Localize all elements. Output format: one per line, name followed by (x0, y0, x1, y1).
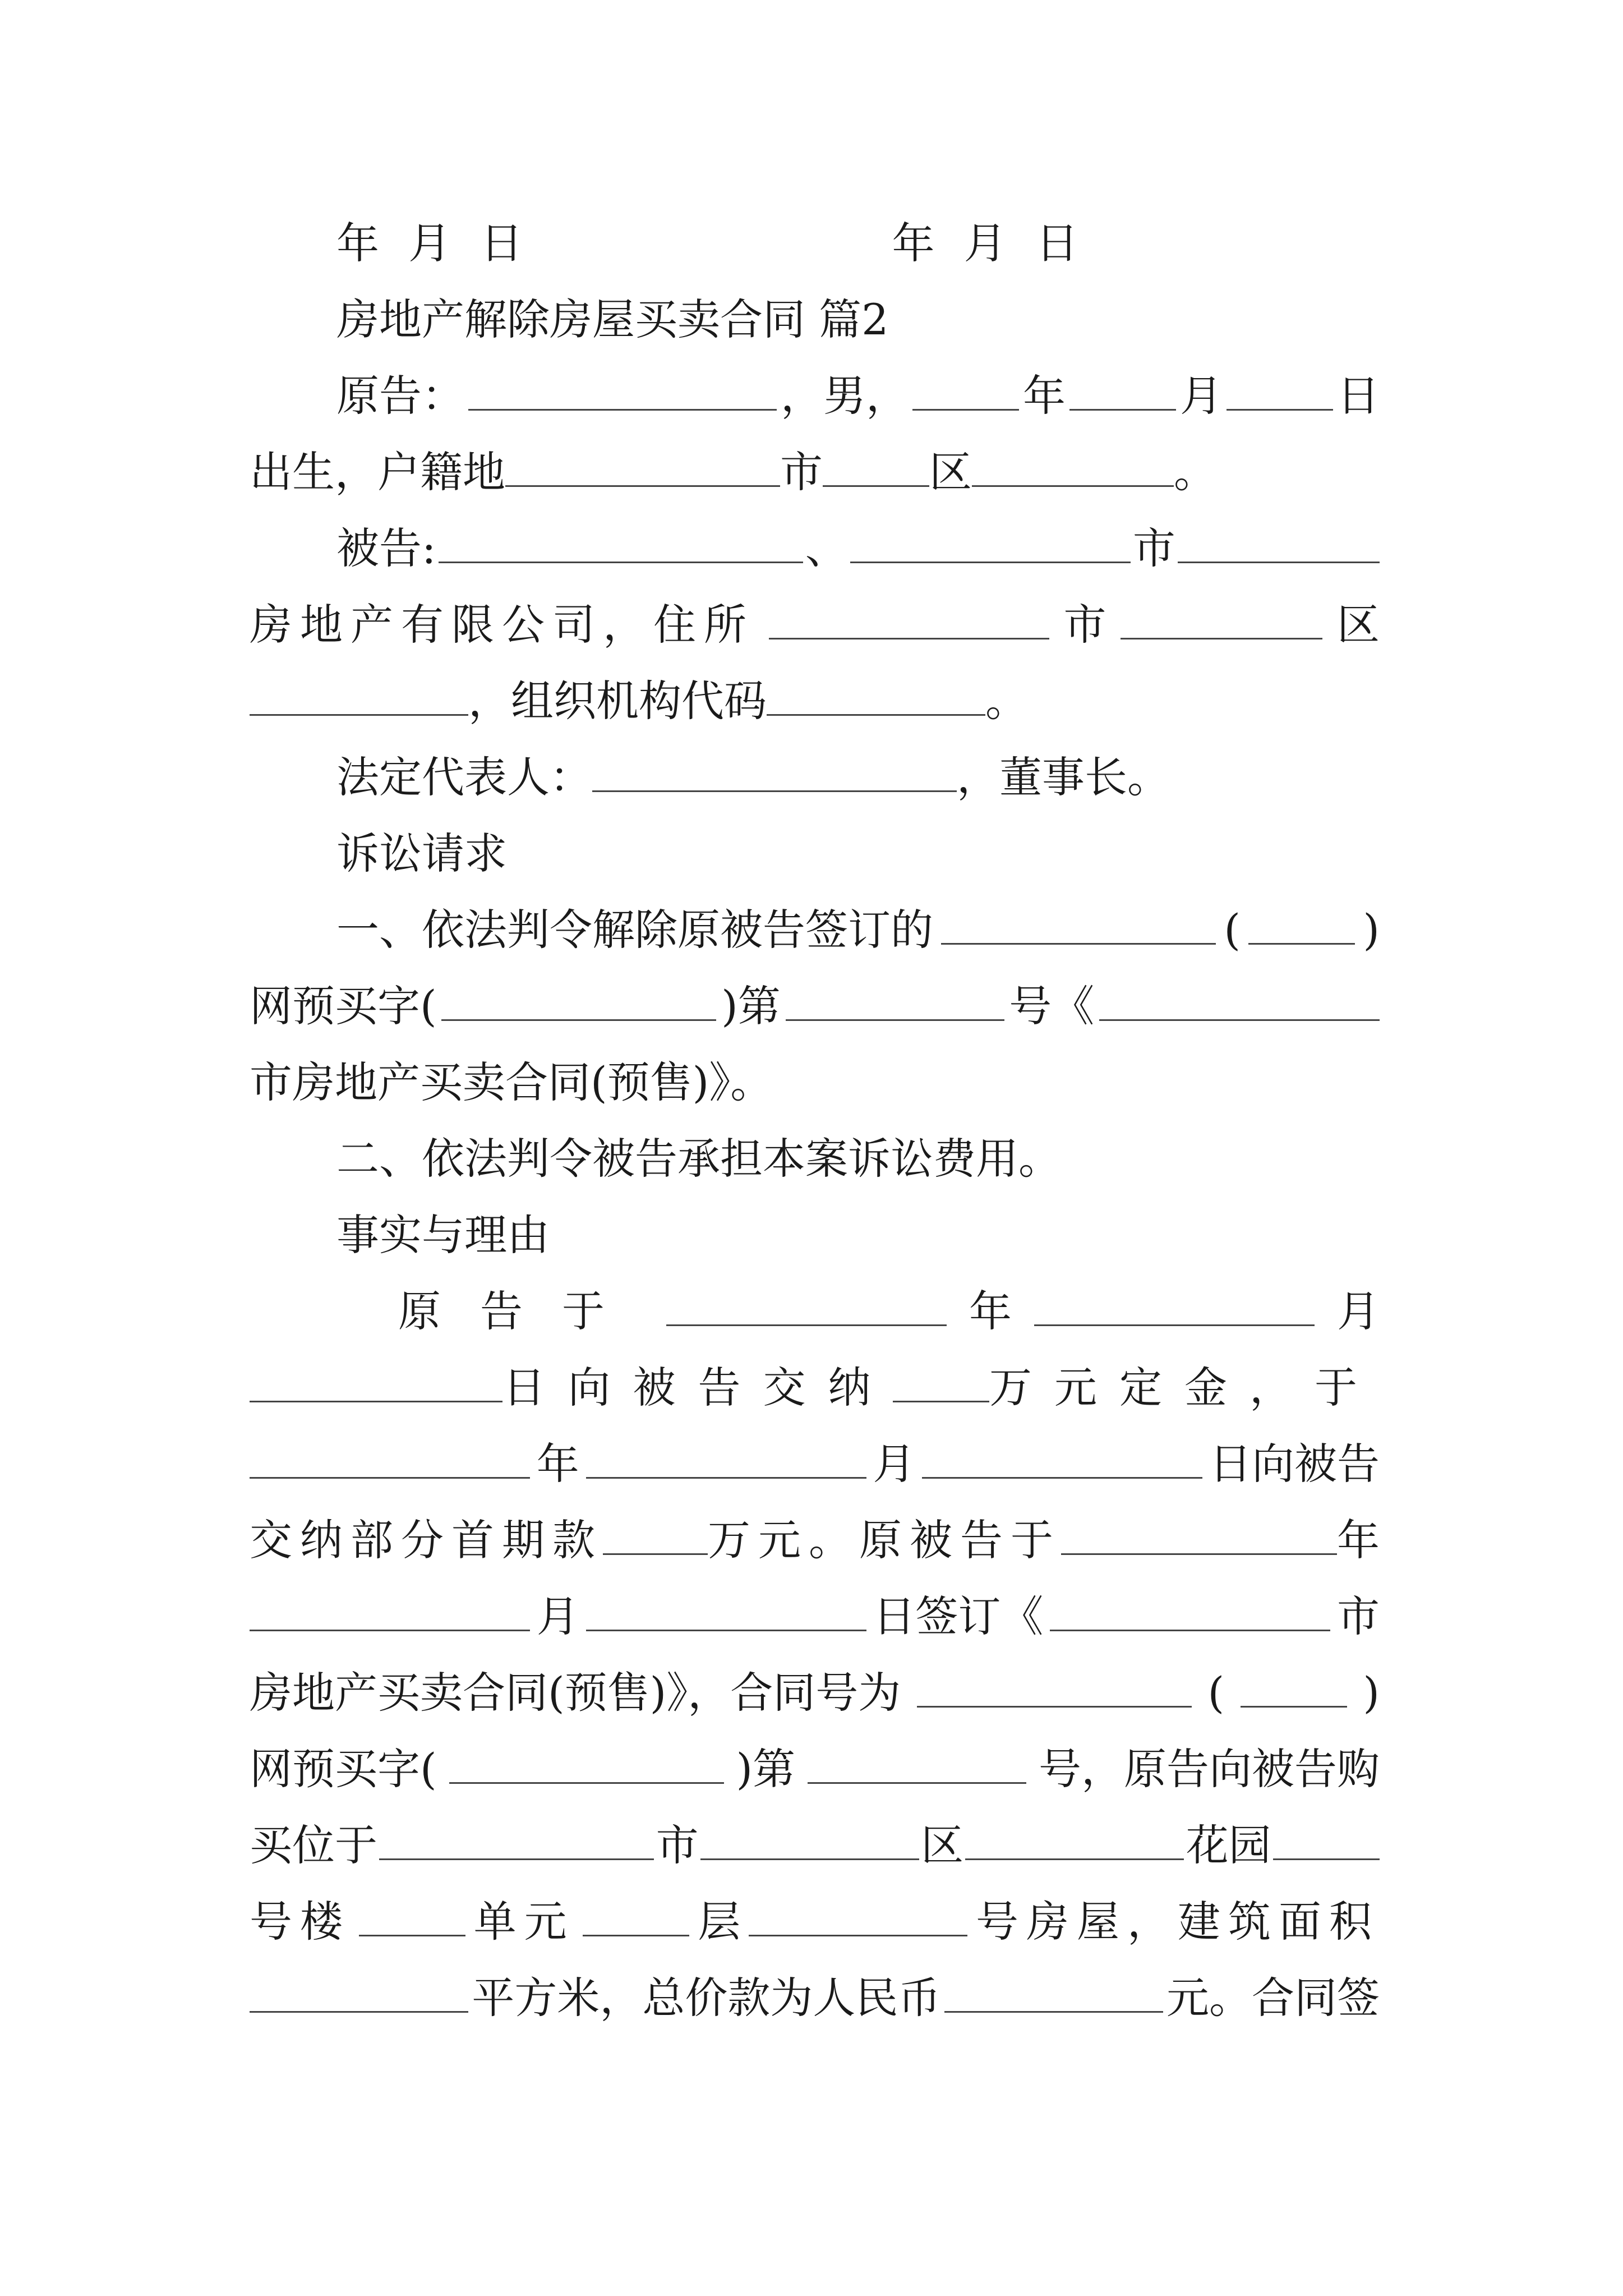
legal-rep-blank[interactable] (592, 750, 957, 792)
defendant-city-blank[interactable] (1178, 521, 1380, 563)
facts-line-7 (250, 1730, 1380, 1809)
defendant-blank-2[interactable] (850, 521, 1131, 563)
floor-label: 层 (698, 1897, 741, 1947)
city-blank[interactable] (823, 445, 929, 487)
defendant-line-3 (250, 662, 1380, 740)
contract-city-blank[interactable] (1050, 1589, 1330, 1631)
city-label: 市 (1132, 523, 1175, 573)
presale-label: 网预买字( (250, 1744, 437, 1794)
legal-rep-line (336, 738, 1380, 817)
facts-day-blank-2[interactable] (922, 1437, 1202, 1479)
facts-month-blank-2[interactable] (586, 1437, 866, 1479)
city-name-blank[interactable] (1099, 979, 1380, 1021)
facts-day-blank[interactable] (250, 1360, 502, 1402)
facts-line-2 (250, 1349, 1380, 1427)
contract-no-blank[interactable] (786, 979, 1004, 1021)
month-label: 月 (536, 1591, 579, 1641)
price-blank[interactable] (944, 1971, 1163, 2013)
deposit-text: 日向被告交纳 (502, 1363, 893, 1412)
located-at: 买位于 (250, 1820, 377, 1870)
facts-line-3 (250, 1425, 1380, 1503)
plaintiff-on: 原告于 (398, 1286, 644, 1336)
legal-rep-label: 法定代表人： (336, 752, 592, 802)
facts-line-8 (250, 1806, 1380, 1885)
claim-1-line-2 (250, 967, 1380, 1046)
defendant-line-2 (250, 586, 1380, 664)
room-blank[interactable] (749, 1894, 967, 1936)
sign-text: 日签订《 (873, 1591, 1044, 1641)
day-label: 日 (1337, 371, 1380, 421)
presale-label: 网预买字( (250, 981, 437, 1031)
contract-title: 市房地产买卖合同(预售)》。 (250, 1057, 773, 1107)
sign-month-blank[interactable] (250, 1589, 530, 1631)
building-blank[interactable] (1273, 1818, 1380, 1860)
deposit-unit: 万元定金，于 (989, 1363, 1380, 1412)
hao-label: 号《 (1009, 981, 1095, 1031)
plaintiff-line-1 (336, 357, 1380, 435)
building-label: 号楼 (250, 1897, 351, 1947)
period: 。 (1174, 447, 1216, 497)
signature-date-line (336, 204, 1380, 283)
contract-no-blank-2[interactable] (917, 1665, 1192, 1708)
district-label: 区 (1337, 600, 1380, 650)
residence-blank[interactable] (505, 445, 780, 487)
plaintiff-gender: ，男， (781, 371, 909, 421)
city-label: 市 (780, 447, 823, 497)
plaintiff-name-blank[interactable] (468, 369, 777, 411)
year-label: 年 (1023, 371, 1066, 421)
heading-text: 房地产解除房屋买卖合同 篇2 (336, 295, 889, 344)
facts-year-blank[interactable] (666, 1284, 947, 1326)
di-label: )第 (736, 1744, 796, 1794)
claim-1-line-3 (250, 1043, 1380, 1122)
defendant-blank-1[interactable] (439, 521, 803, 563)
year-label: 年 (536, 1439, 579, 1489)
district-blank-2[interactable] (250, 674, 468, 716)
claim-1-text: 一、依法判令解除原被告签订的 (336, 905, 933, 955)
contract-no-blank-3[interactable] (808, 1742, 1026, 1784)
address-blank[interactable] (769, 597, 1049, 639)
year-label: 年 (1337, 1515, 1380, 1565)
down-payment-text: 交纳部分首期款 (250, 1515, 603, 1565)
facts-line-10 (250, 1959, 1380, 2037)
facts-line-4 (250, 1501, 1380, 1580)
district-label: 区 (921, 1820, 964, 1870)
paren-open: ( (1207, 1668, 1225, 1718)
claim-2-text: 二、依法判令被告承担本案诉讼费用。 (336, 1134, 1061, 1184)
claim-2-line (336, 1120, 1380, 1198)
house-area-text: 号房屋，建筑面积 (975, 1897, 1380, 1947)
org-code-blank[interactable] (767, 674, 985, 716)
defendant-label: 被告: (336, 523, 436, 573)
company-label: 房地产有限公司，住所 (250, 600, 754, 650)
di-label: )第 (721, 981, 781, 1031)
claim-1-paren-blank[interactable] (1248, 903, 1355, 945)
city-label: 市 (1336, 1591, 1380, 1641)
paren-close: ) (1363, 1668, 1380, 1718)
facts-line-5 (250, 1577, 1380, 1656)
claims-title-text: 诉讼请求 (336, 829, 507, 878)
contract-paren-blank[interactable] (1241, 1665, 1347, 1708)
deposit-amount-blank[interactable] (893, 1360, 989, 1402)
birth-day-blank[interactable] (1227, 369, 1333, 411)
sign-year-blank[interactable] (1061, 1513, 1337, 1555)
birth-year-blank[interactable] (912, 369, 1019, 411)
claim-1-line-1 (336, 891, 1380, 969)
facts-year-blank-2[interactable] (250, 1437, 530, 1479)
city-label-2: 市 (1063, 600, 1106, 650)
property-district-blank[interactable] (700, 1818, 919, 1860)
presale-no-blank[interactable] (441, 979, 716, 1021)
defendant-line-1 (336, 509, 1380, 588)
city-label: 市 (656, 1820, 699, 1870)
garden-name-blank[interactable] (965, 1818, 1184, 1860)
facts-title-text: 事实与理由 (336, 1210, 550, 1260)
date-right: 年 月 日 (892, 218, 1086, 268)
facts-line-6 (250, 1654, 1380, 1732)
birth-month-blank[interactable] (1069, 369, 1176, 411)
legal-rep-role: ，董事长。 (957, 752, 1170, 802)
facts-month-blank[interactable] (1034, 1284, 1315, 1326)
address-city-blank[interactable] (1121, 597, 1322, 639)
plaintiff-line-2 (250, 433, 1380, 512)
month-label: 月 (1180, 371, 1223, 421)
comma-mark: 、 (805, 523, 848, 573)
district-blank[interactable] (972, 445, 1174, 487)
plaintiff-label: 原告： (336, 371, 464, 421)
price-text: 平方米，总价款为人民币 (472, 1973, 941, 2023)
year-label: 年 (969, 1286, 1012, 1336)
facts-line-1 (398, 1272, 1380, 1351)
presale-no-blank-2[interactable] (449, 1742, 724, 1784)
month-label: 月 (1337, 1286, 1380, 1336)
contract-sign-text: 元。合同签 (1166, 1973, 1380, 2023)
paren-close: ) (1363, 905, 1380, 955)
to-defendant: 日向被告 (1209, 1439, 1380, 1489)
claims-title (336, 815, 1380, 893)
down-payment-blank[interactable] (603, 1513, 708, 1555)
claim-1-blank[interactable] (941, 903, 1216, 945)
org-code-label: ，组织机构代码 (468, 676, 767, 726)
unit-label: 单元 (473, 1897, 575, 1947)
sign-day-blank[interactable] (586, 1589, 866, 1631)
floor-blank[interactable] (583, 1894, 689, 1936)
born-label: 出生，户籍地 (250, 447, 505, 497)
purchase-text: 号，原告向被告购 (1039, 1744, 1380, 1794)
area-blank[interactable] (250, 1971, 468, 2013)
district-label: 区 (929, 447, 972, 497)
unit-blank[interactable] (359, 1894, 465, 1936)
paren-open: ( (1224, 905, 1241, 955)
contract-no-text: 房地产买卖合同(预售)》，合同号为 (250, 1668, 901, 1718)
period: 。 (985, 676, 1028, 726)
garden-label: 花园 (1186, 1820, 1271, 1870)
section-heading (336, 280, 1380, 359)
property-city-blank[interactable] (379, 1818, 654, 1860)
facts-line-9 (250, 1883, 1380, 1961)
down-payment-unit: 万元。原被告于 (707, 1515, 1061, 1565)
date-left: 年 月 日 (336, 218, 531, 268)
month-label: 月 (873, 1439, 916, 1489)
facts-title (336, 1196, 1380, 1274)
